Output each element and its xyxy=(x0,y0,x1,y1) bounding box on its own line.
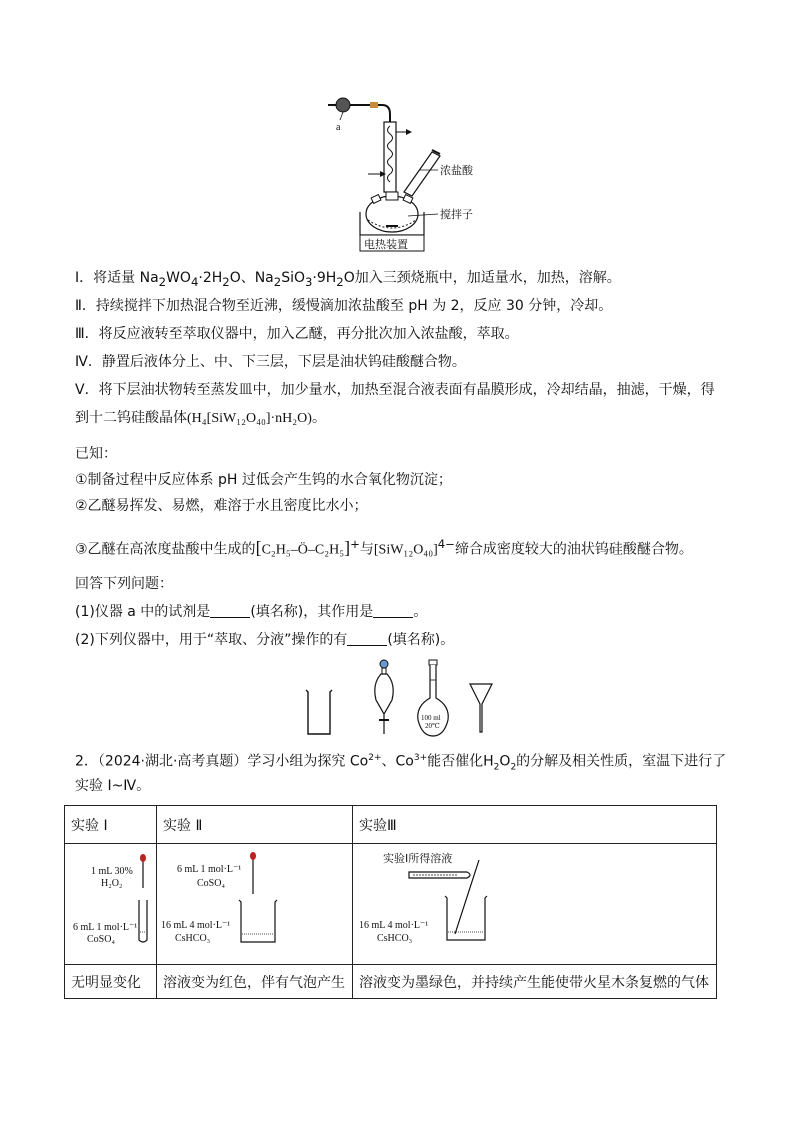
step-5: Ⅴ．将下层油状物转至蒸发皿中，加少量水，加热至混合液表面有晶膜形成，冷却结晶，抽滤，干燥，得 xyxy=(75,382,715,398)
svg-text:6 mL 1 mol·L⁻¹: 6 mL 1 mol·L⁻¹ xyxy=(73,922,138,933)
svg-text:CoSO₄: CoSO₄ xyxy=(87,934,115,945)
answer-blank-1[interactable] xyxy=(210,603,250,618)
apparatus-diagram xyxy=(320,92,500,254)
known-title: 已知： xyxy=(75,446,117,462)
glassware-row xyxy=(300,656,500,738)
header-exp-1: 实验 Ⅰ xyxy=(65,806,157,844)
header-exp-2: 实验 Ⅱ xyxy=(157,806,353,844)
exp-2-diagram xyxy=(157,844,351,960)
result-exp-1: 无明显变化 xyxy=(65,965,157,999)
flask-label-volume: 100 ml xyxy=(421,714,441,722)
problem-2-line-1: 2．（2024·湖北·高考真题）学习小组为探究 $Co^{2+}$、$Co^{3+}$能否催化$H_2O_2$的分解及相关性质，室温下进行了 xyxy=(75,753,727,773)
label-hcl: 浓盐酸 xyxy=(440,164,473,177)
step-3: Ⅲ．将反应液转至萃取仪器中，加入乙醚，再分批次加入浓盐酸，萃取。 xyxy=(75,326,519,342)
svg-text:CsHCO₃: CsHCO₃ xyxy=(175,933,211,944)
result-exp-3: 溶液变为墨绿色，并持续产生能使带火星木条复燃的气体 xyxy=(353,965,717,999)
svg-text:实验Ⅰ所得溶液: 实验Ⅰ所得溶液 xyxy=(383,852,453,865)
problem-2-line-2: 实验 Ⅰ~Ⅳ。 xyxy=(75,778,151,794)
known-item-2: ②乙醚易挥发、易燃，难溶于水且密度比水小； xyxy=(75,498,368,514)
funnel-icon xyxy=(470,684,492,732)
step-2: Ⅱ．持续搅拌下加热混合物至近沸，缓慢滴加浓盐酸至 pH 为 2，反应 30 分钟，冷却。 xyxy=(75,298,613,314)
svg-text:16 mL 4 mol·L⁻¹: 16 mL 4 mol·L⁻¹ xyxy=(161,920,231,931)
volumetric-flask-icon xyxy=(418,660,449,736)
label-stirrer: 搅拌子 xyxy=(440,208,473,221)
svg-text:H₂O₂: H₂O₂ xyxy=(101,878,123,889)
label-a: a xyxy=(336,122,341,133)
exp-3-diagram xyxy=(353,844,715,960)
known-item-1: ①制备过程中反应体系 pH 过低会产生钨的水合氧化物沉淀； xyxy=(75,472,452,488)
svg-text:16 mL 4 mol·L⁻¹: 16 mL 4 mol·L⁻¹ xyxy=(359,920,429,931)
label-heater: 电热装置 xyxy=(364,238,408,251)
separatory-funnel-icon xyxy=(375,660,393,734)
svg-text:6 mL 1 mol·L⁻¹: 6 mL 1 mol·L⁻¹ xyxy=(177,864,242,875)
answer-blank-3[interactable] xyxy=(347,631,387,646)
beaker-icon xyxy=(306,690,332,734)
svg-text:CsHCO₃: CsHCO₃ xyxy=(377,933,413,944)
result-exp-2: 溶液变为红色，伴有气泡产生 xyxy=(157,965,353,999)
step-1: Ⅰ．将适量 $Na_2WO_4\cdot 2H_2O$、$Na_2SiO_3\cdot 9H_2O$加入三颈烧瓶中，加适量水，加热，溶解。 xyxy=(75,270,621,289)
header-exp-3: 实验Ⅲ xyxy=(353,806,717,844)
table-result-row xyxy=(65,965,717,999)
table-header-row xyxy=(65,806,717,844)
exp-1-diagram xyxy=(65,844,155,960)
question-2: (2)下列仪器中，用于“萃取、分液”操作的有 (填名称)。 xyxy=(75,632,455,648)
step-5-cont: 到十二钨硅酸晶体(H₄[SiW₁₂O₄₀]·nH₂O)。 xyxy=(75,410,326,426)
table-figure-row xyxy=(65,844,717,965)
flask-label-temp: 20℃ xyxy=(425,722,440,730)
answer-blank-2[interactable] xyxy=(373,603,413,618)
questions-intro: 回答下列问题： xyxy=(75,576,173,592)
question-1: (1)仪器 a 中的试剂是 (填名称)，其作用是 。 xyxy=(75,604,428,620)
experiment-table xyxy=(64,805,717,999)
svg-text:CoSO₄: CoSO₄ xyxy=(197,878,225,889)
known-item-3: ③乙醚在高浓度盐酸中生成的[C₂H₅–Ö–C₂H₅]+与$[SiW_{12}O_{40}]^{4-}$缔合成密度较大的油状钨硅酸醚合物。 xyxy=(75,537,693,558)
step-4: Ⅳ．静置后液体分上、中、下三层，下层是油状钨硅酸醚合物。 xyxy=(75,354,466,370)
svg-text:1 mL 30%: 1 mL 30% xyxy=(91,866,133,877)
